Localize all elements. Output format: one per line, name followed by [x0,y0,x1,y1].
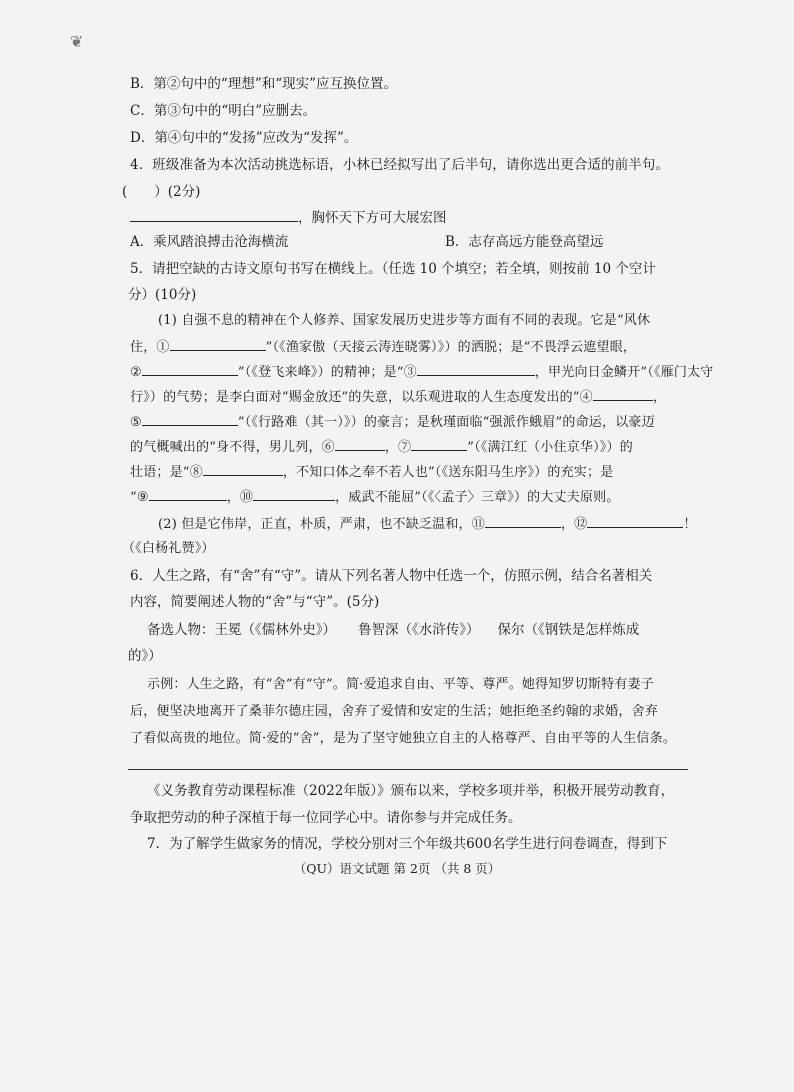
q6-candidate-2: 鲁智深（《水浒传》） [358,622,480,638]
q6-candidate-1: 王冕（《儒林外史》） [214,622,336,638]
q5-p2-line2: （《白杨礼赞》） [122,541,215,556]
q6-example-line1: 示例：人生之路，有“舍”有“守”。简·爱追求自由、平等、尊严。她得知罗切斯特有妻子 [147,677,654,692]
q5-blank-10[interactable] [253,486,335,501]
q5-blank-2[interactable] [142,361,238,376]
q5-p1-text: ”（《渔家傲（天接云涛连晓雾）》）的洒脱；是“不畏浮云遮望眼， [265,340,637,355]
q5-blank-4[interactable] [593,386,653,401]
q6-example-line3: 了看似高贵的地位。简·爱的“舍”，是为了坚守她独立自主的人格尊严、自由平等的人生信条。 [130,731,677,746]
q7-stem: 7．为了解学生做家务的情况，学校分别对三个年级共600名学生进行问卷调查，得到下 [147,836,668,852]
q5-p1-text: ，甲光向日金鳞开”（《雁门太守 [534,365,714,380]
q4-answer-bracket[interactable]: ( ）(2分) [122,184,201,200]
q5-p1-line1: (1) 自强不息的精神在个人修养、国家发展历史进步等方面有不同的表现。它是“风休 [158,313,651,328]
q5-blank-1[interactable] [170,336,266,351]
q3-option-c: C．第③句中的“明白”应删去。 [130,103,317,119]
q5-blank-6[interactable] [335,436,385,451]
q6-candidate-3: 保尔（《钢铁是怎样炼成 [497,622,640,638]
q4-option-a[interactable]: A．乘风踏浪搏击沧海横流 [130,234,289,250]
q5-p1-line7 [130,461,690,483]
q4-stem: 4．班级准备为本次活动挑选标语，小林已经拟写出了后半句，请你选出更合适的前半句。 [130,157,670,173]
q6-candidate-3-cont: 的》） [128,648,162,664]
section-divider [128,769,688,770]
q5-blank-3[interactable] [417,361,535,376]
q4-blank[interactable] [130,207,298,222]
intro-line2: 争取把劳动的种子深植于每一位同学心中。请你参与并完成任务。 [130,810,522,826]
q5-blank1-label: 住，① [130,340,170,355]
q5-blank-5[interactable] [142,411,238,426]
q5-p1-text: ，威武不能屈”（《〈孟子〉三章》）的大丈夫原则。 [335,490,620,505]
q3-option-b: B．第②句中的“理想”和“现实”应互换位置。 [130,76,398,92]
q5-blank-9[interactable] [149,486,227,501]
intro-line1: 《义务教育劳动课程标准（2022年版）》颁布以来，学校多项并举，积极开展劳动教育， [147,783,675,799]
q3-option-d: D．第④句中的“发扬”应改为“发挥”。 [130,130,358,146]
q4-slogan-second-half: ，胸怀天下方可大展宏图 [298,210,447,226]
q6-example-line2: 后，便坚决地离开了桑菲尔德庄园，舍弃了爱情和安定的生活；她拒绝圣约翰的求婚，舍弃 [130,704,659,719]
q5-p2-text: ，⑫ [560,517,588,532]
q5-p1-text: ， [652,390,667,405]
q6-stem-line1: 6．人生之路，有“舍”有“守”。请从下列名著人物中任选一个，仿照示例，结合名著相关 [130,568,653,584]
q5-stem-line1: 5．请把空缺的古诗文原句书写在横线上。（任选 10 个填空；若全填，则按前 10 个空计 [130,261,656,277]
q5-p1-text: ”（《登飞来峰》）的精神；是“③ [237,365,417,380]
q5-p1-text: 壮语；是“⑧ [130,465,203,480]
q5-blank-12[interactable] [587,513,683,528]
q6-candidates [147,620,707,640]
q5-p1-text: 行》）的气势；是李白面对“赐金放还”的失意，以乐观进取的人生态度发出的“④ [130,390,593,405]
q4-slogan [130,207,690,228]
q5-blank-8[interactable] [203,461,283,476]
page-footer: （QU）语文试题 第 2页 （共 8 页） [293,861,501,876]
q5-blank5-label: ⑤ [130,415,142,430]
q5-stem-line2: 分）(10分) [128,287,197,303]
q5-p1-text: ”（《满江红（小住京华）》）的 [467,440,633,455]
q5-p2-text: ！ [683,517,697,532]
q5-p1-text: 的气概喊出的“身不得，男儿列，⑥ [130,440,335,455]
q5-blank-7[interactable] [411,436,467,451]
q5-p1-line4 [130,386,690,408]
q4-option-b[interactable]: B．志存高远方能登高望远 [445,234,604,250]
scan-smudge-icon: ❦ [70,32,84,51]
q5-p1-text: ，⑩ [226,490,254,505]
q5-p2-line1 [158,513,718,535]
q5-p2-text: (2) 但是它伟岸，正直，朴质，严肃，也不缺乏温和，⑪ [158,517,485,532]
q5-p1-text: ”（《行路难（其一）》）的豪言；是秋瑾面临“强派作蛾眉”的命运，以豪迈 [237,415,655,430]
q4-options [130,232,690,252]
q5-p1-line5 [130,411,690,433]
q5-p1-line2 [130,336,690,358]
q5-p1-line3 [130,361,714,383]
q5-blank2-label: ② [130,365,142,380]
q5-p1-line6 [130,436,690,458]
q5-p1-text: ，⑦ [384,440,412,455]
q5-blank-11[interactable] [485,513,561,528]
q6-candidates-label: 备选人物： [147,622,215,638]
q5-p1-text: “⑨ [130,490,149,505]
q5-p1-line8 [130,486,690,508]
q6-stem-line2: 内容，简要阐述人物的“舍”与“守”。(5分) [130,594,380,610]
q5-p1-text: ，不知口体之奉不若人也”（《送东阳马生序》）的充实；是 [282,465,614,480]
